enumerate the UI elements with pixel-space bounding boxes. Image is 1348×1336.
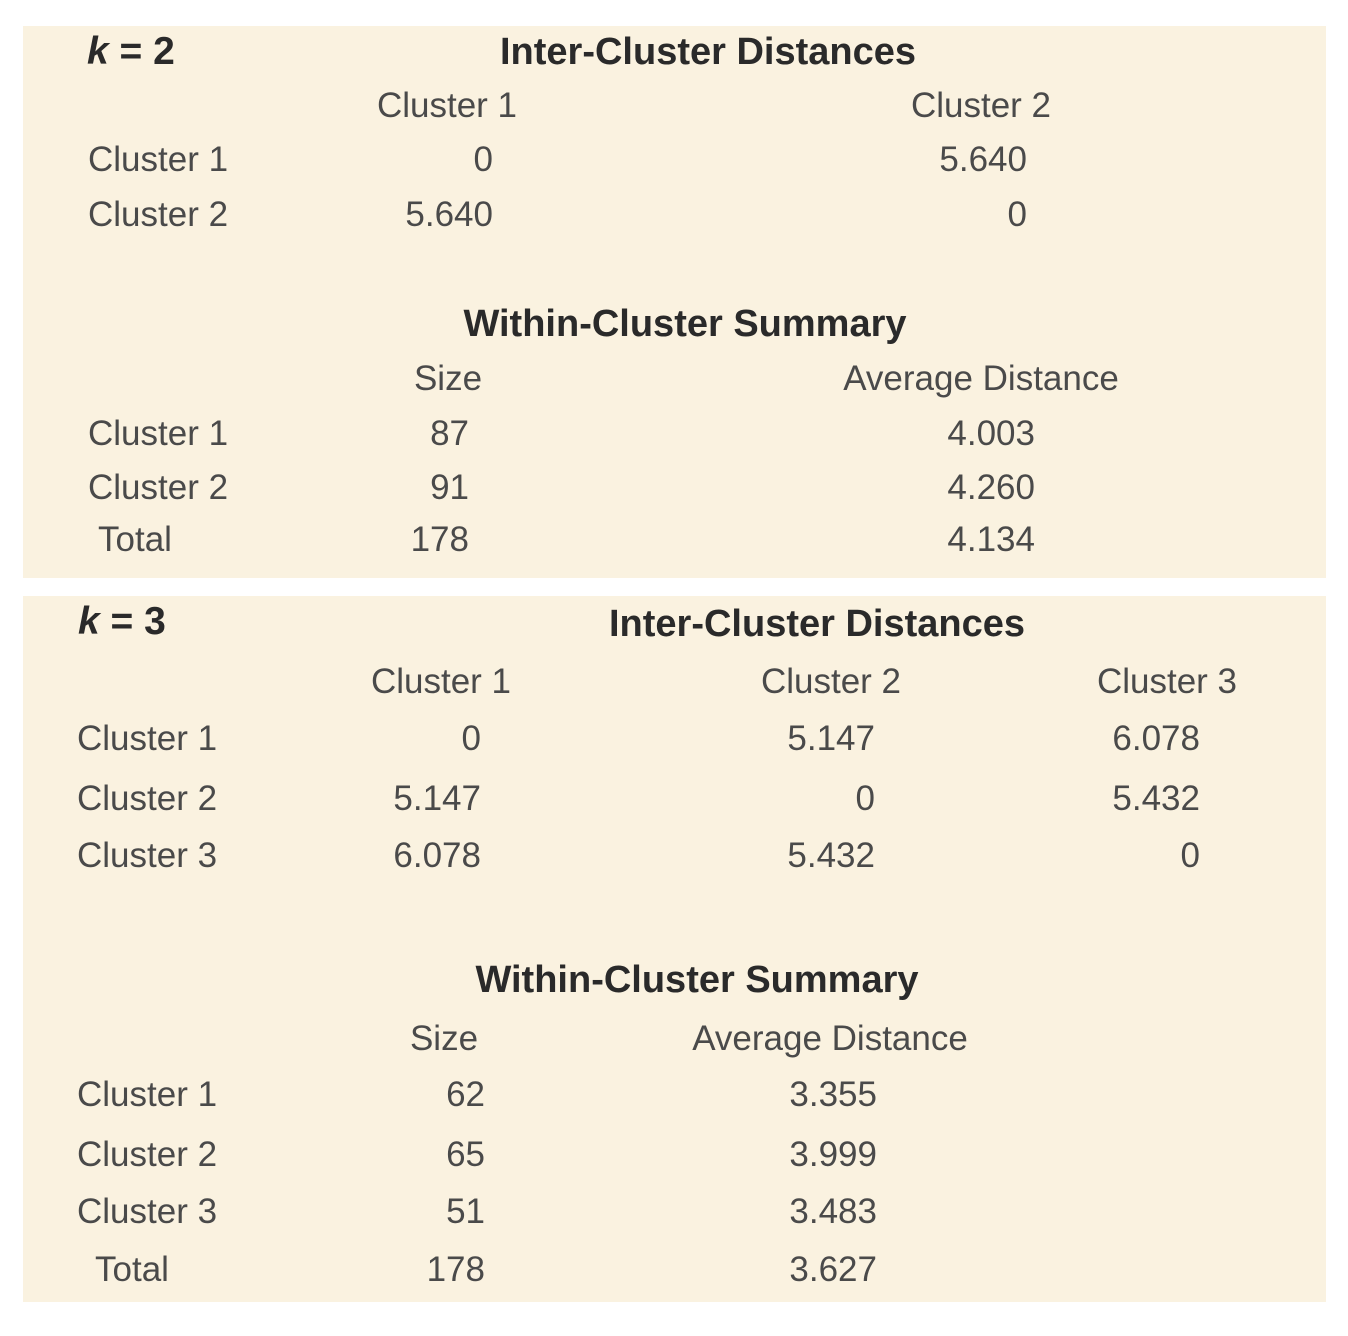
k-value: = 3 xyxy=(99,600,166,643)
table-cell: 0 xyxy=(1180,836,1200,875)
row-label-total: Total xyxy=(95,1250,169,1289)
column-header: Cluster 1 xyxy=(370,662,512,701)
cluster-panel-k2 xyxy=(23,26,1326,578)
column-header: Cluster 3 xyxy=(1096,662,1238,701)
row-label: Cluster 1 xyxy=(88,414,229,453)
table-cell: 0 xyxy=(473,140,493,179)
table-cell: 51 xyxy=(446,1192,485,1231)
column-header: Average Distance xyxy=(692,1019,968,1058)
row-label: Cluster 1 xyxy=(77,1075,218,1114)
table-cell: 4.134 xyxy=(947,520,1035,559)
column-header: Size xyxy=(413,359,483,398)
cluster-panel-k3 xyxy=(23,596,1326,1302)
table-cell: 5.640 xyxy=(405,195,493,234)
table-cell: 5.147 xyxy=(393,779,481,818)
inter-cluster-title: Inter-Cluster Distances xyxy=(608,603,1026,645)
k-variable: k xyxy=(87,30,109,73)
table-cell: 178 xyxy=(426,1250,485,1289)
table-cell: 0 xyxy=(855,779,875,818)
table-cell: 0 xyxy=(461,719,481,758)
table-cell: 87 xyxy=(430,414,469,453)
k-label xyxy=(78,602,166,642)
within-cluster-title: Within-Cluster Summary xyxy=(475,959,919,1001)
column-header: Cluster 2 xyxy=(760,662,902,701)
table-cell: 3.355 xyxy=(789,1075,877,1114)
row-label: Cluster 1 xyxy=(77,719,218,758)
table-cell: 3.627 xyxy=(789,1250,877,1289)
row-label: Cluster 2 xyxy=(88,195,229,234)
within-cluster-title: Within-Cluster Summary xyxy=(463,303,907,345)
table-cell: 6.078 xyxy=(1112,719,1200,758)
row-label: Cluster 2 xyxy=(88,468,229,507)
row-label: Cluster 3 xyxy=(77,1192,218,1231)
table-cell: 3.999 xyxy=(789,1135,877,1174)
row-label: Cluster 2 xyxy=(77,1135,218,1174)
table-cell: 5.147 xyxy=(787,719,875,758)
table-cell: 3.483 xyxy=(789,1192,877,1231)
table-cell: 5.432 xyxy=(1112,779,1200,818)
column-header: Cluster 2 xyxy=(910,86,1052,125)
k-variable: k xyxy=(78,600,100,643)
row-label: Cluster 3 xyxy=(77,836,218,875)
table-cell: 5.432 xyxy=(787,836,875,875)
table-cell: 91 xyxy=(430,468,469,507)
k-label xyxy=(87,32,175,72)
inter-cluster-title: Inter-Cluster Distances xyxy=(499,31,917,73)
table-cell: 65 xyxy=(446,1135,485,1174)
table-cell: 62 xyxy=(446,1075,485,1114)
table-cell: 4.260 xyxy=(947,468,1035,507)
row-label: Cluster 2 xyxy=(77,779,218,818)
table-cell: 178 xyxy=(410,520,469,559)
row-label-total: Total xyxy=(98,520,172,559)
table-cell: 6.078 xyxy=(393,836,481,875)
column-header: Average Distance xyxy=(843,359,1119,398)
table-cell: 4.003 xyxy=(947,414,1035,453)
column-header: Cluster 1 xyxy=(376,86,518,125)
table-cell: 0 xyxy=(1007,195,1027,234)
row-label: Cluster 1 xyxy=(88,140,229,179)
k-value: = 2 xyxy=(108,30,175,73)
table-cell: 5.640 xyxy=(939,140,1027,179)
column-header: Size xyxy=(409,1019,479,1058)
